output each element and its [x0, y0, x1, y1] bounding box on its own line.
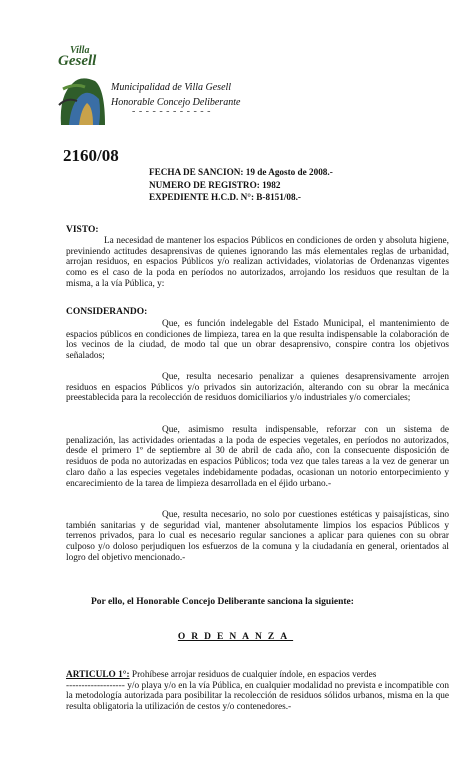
considerando-paragraph-4: Que, resulta necesario, no solo por cuestiones estéticas y paisajísticas, sino también sanitarias y de seguridad vial, mantener absolutamente limpios los espacios Públicos y terrenos privados, para lo cual es necesario regular sanciones a aplicar para quienes con su obrar culposo y/o doloso perjudiquen los esfuerzos de la comuna y la ciudadanía en general, orientados al logro del objetivo mencionado.-: [66, 510, 449, 563]
institution-header: [111, 82, 240, 116]
considerando-paragraph-2: Que, resulta necesario penalizar a quienes desaprensivamente arrojen residuos en espacios Públicos y/o privados sin autorización, alterando con su obrar la mecánica preestablecida para la recolección de residuos domiciliarios y/o industriales y/o comerciales;: [66, 372, 449, 404]
visto-paragraph: La necesidad de mantener los espacios Públicos en condiciones de orden y absoluta higiene, previniendo actitudes desaprensivas de quienes ignorando las más elementales reglas de urbanidad, arrojan residuos, en espacios Públicos y/o realizan actividades, violatorias de Ordenanzas vigentes como es el caso de la poda en períodos no autorizados, arrojando los residuos que resultan de la misma, a la vía Pública, y:: [66, 236, 449, 289]
considerando-paragraph-1: Que, es función indelegable del Estado Municipal, el mantenimiento de espacios públicos en condiciones de limpieza, tarea en la que resulta indispensable la colaboración de los vecinos de la ciudad, de modo tal que un obrar desaprensivo, conspire contra los objetivos señalados;: [66, 319, 449, 362]
logo-lettering: [58, 45, 96, 70]
considerando-paragraph-3: Que, asimismo resulta indispensable, reforzar con un sistema de penalización, las actividades orientadas a la poda de especies vegetales, en períodos no autorizados, desde el primero 1º de septiembre al 30 de abril de cada año, con la consecuente disposición de residuos de poda no autorizadas en espacios Públicos; toda vez que tales tareas a la vez de generar un claro daño a las especies vegetales indebidamente podadas, ocasionan un notorio entorpecimiento y encarecimiento de la tarea de limpieza desarrollada en el éjido urbano.-: [66, 425, 449, 489]
article-1-text-rest: y/o playa y/o en la vía Pública, en cualquier modalidad no prevista e incompatible con la metodología autorizada para posibilitar la recolección de residuos sólidos urbanos, misma en la que resulta obligatoria la utilización de cestos y/o contenedores.-: [66, 680, 449, 713]
municipality-name: Municipalidad de Villa Gesell: [111, 82, 232, 93]
article-1-heading: ARTICULO 1°:: [66, 670, 130, 680]
considerando-heading: CONSIDERANDO:: [66, 307, 148, 317]
article-1: [66, 670, 449, 713]
ordinance-number: 2160/08: [63, 146, 119, 165]
article-1-text-first: Prohíbese arrojar residuos de cualquier índole, en espacios verdes: [131, 670, 377, 680]
fecha-sancion: FECHA DE SANCION: 19 de Agosto de 2008.-: [149, 167, 333, 177]
sanciona-statement: Por ello, el Honorable Concejo Deliberante sanciona la siguiente:: [91, 597, 354, 607]
logo-text-main: Gesell: [58, 53, 97, 69]
ordenanza-title: ORDENANZA: [177, 632, 294, 642]
article-1-dashes: -------------------: [66, 680, 125, 691]
header-underline: - - - - - - - - - - - -: [132, 106, 211, 117]
logo-text-top: Villa: [70, 45, 90, 56]
expediente: EXPEDIENTE H.C.D. N°: B-8151/08.-: [149, 192, 301, 202]
visto-heading: VISTO:: [66, 225, 99, 235]
council-name: Honorable Concejo Deliberante: [111, 97, 241, 108]
ordinance-metadata: [149, 166, 333, 204]
numero-registro: NUMERO DE REGISTRO: 1982: [149, 179, 281, 190]
